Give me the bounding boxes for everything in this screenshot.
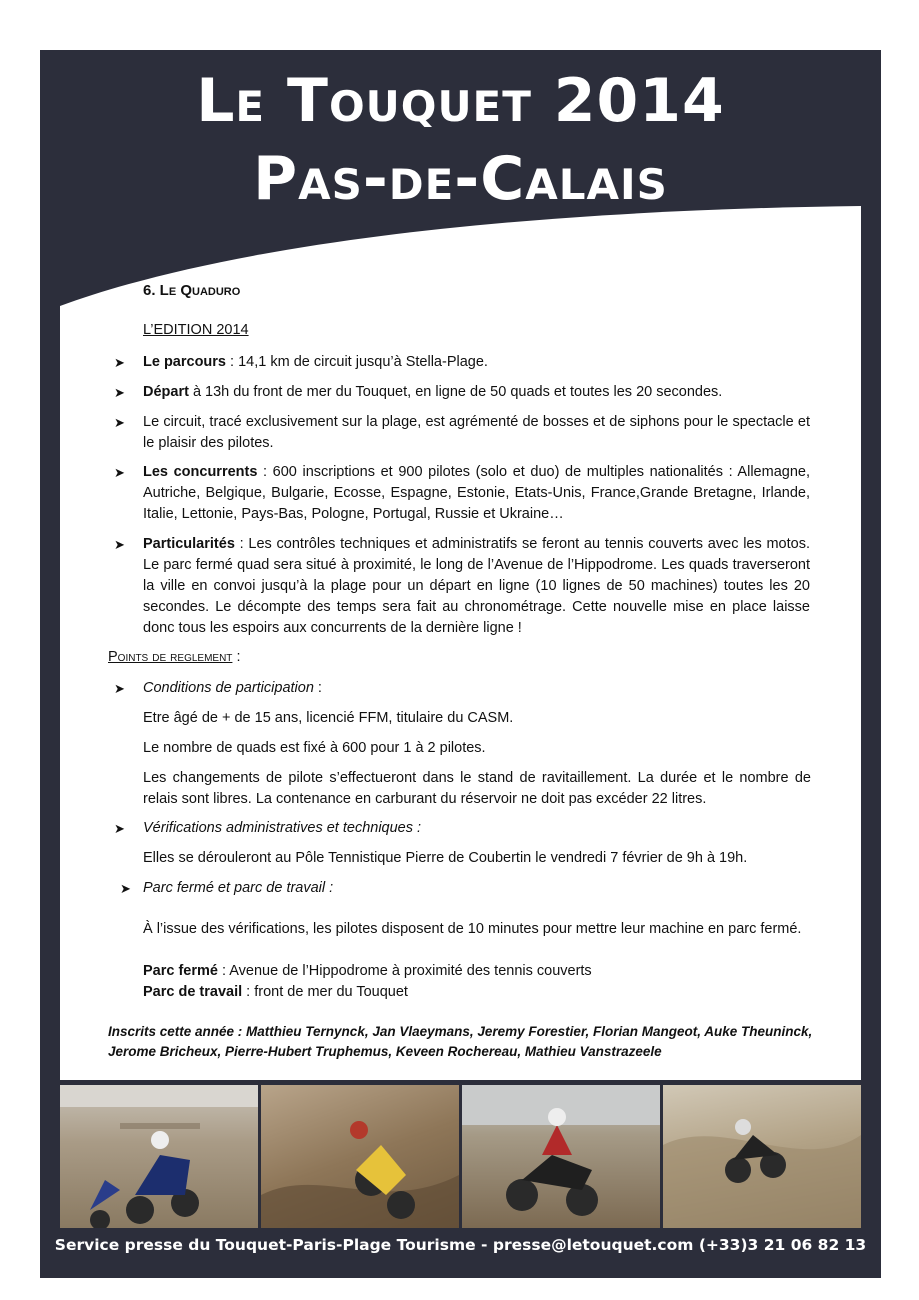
section-title: 6. Le Quaduro <box>143 282 241 299</box>
bullet-parcours: ➤ Le parcours : 14,1 km de circuit jusqu’à Stella-Plage. <box>108 352 810 373</box>
bullet-particularites: ➤ Particularités : Les contrôles techniques et administratifs se feront au tennis couverts avec les motos. Le parc fermé quad sera situé à proximité, le long de l’Avenue de l’Hippodrome. Les quads traverseront la ville en convoi jusqu’à la plage pour un départ en ligne (10 lignes de 50 machines) toutes les 20 secondes. Le décompte des temps sera fait au chronométrage. Cette nouvelle mise en place laisse donc tous les espoirs aux concurrents de la dernière ligne ! <box>114 536 810 636</box>
condition-quads: Le nombre de quads est fixé à 600 pour 1 à 2 pilotes. <box>143 740 486 756</box>
photo-quad-rider <box>462 1085 660 1228</box>
condition-age: Etre âgé de + de 15 ans, licencié FFM, titulaire du CASM. <box>143 710 514 726</box>
reglement-heading: Points de reglement : <box>108 649 241 665</box>
arrow-bullet-icon: ➤ <box>120 881 131 896</box>
verifications-text: Elles se dérouleront au Pôle Tennistique Pierre de Coubertin le vendredi 7 février de 9h à 19h. <box>143 850 748 866</box>
footer-contact: Service presse du Touquet-Paris-Plage Tourisme - presse@letouquet.com (+33)3 21 06 82 13 <box>54 1236 867 1254</box>
parc-ferme-line: Parc fermé : Avenue de l’Hippodrome à proximité des tennis couverts <box>143 963 592 979</box>
bullet-parc: ➤ Parc fermé et parc de travail : <box>114 878 816 899</box>
parc-travail-line: Parc de travail : front de mer du Touquet <box>143 984 408 1000</box>
condition-pilotes: Les changements de pilote s’effectueront dans le stand de ravitaillement. La durée et le nombre de relais sont libres. La contenance en carburant du réservoir ne doit pas excéder 22 litres. <box>143 770 811 807</box>
photo-rider-berm <box>261 1085 459 1228</box>
header-title <box>40 62 881 218</box>
photo-strip <box>60 1085 861 1228</box>
parc-text: À l’issue des vérifications, les pilotes disposent de 10 minutes pour mettre leur machine en parc fermé. <box>143 921 802 937</box>
bullet-concurrents: ➤ Les concurrents : 600 inscriptions et 900 pilotes (solo et duo) de multiples nationalités : Allemagne, Autriche, Belgique, Bulgarie, Ecosse, Espagne, Estonie, Etats-Unis, France,Grande Bretagne, Irlande, Italie, Lettonie, Pays-Bas, Pologne, Portugal, Russie et Ukraine… <box>114 464 810 522</box>
inscrits-list: Inscrits cette année : Matthieu Ternynck, Jan Vlaeymans, Jeremy Forestier, Florian Mangeot, Auke Theuninck, Jerome Bricheux, Pierre-Hubert Truphemus, Keveen Rochereau, Mathieu Vanstrazeele <box>108 1024 813 1059</box>
arrow-bullet-icon: ➤ <box>114 385 125 400</box>
arrow-bullet-icon: ➤ <box>114 821 125 836</box>
bullet-conditions: ➤ Conditions de participation : <box>108 678 810 699</box>
bullet-verifications: ➤ Vérifications administratives et techniques : <box>108 818 810 839</box>
arrow-bullet-icon: ➤ <box>114 355 125 370</box>
photo-rider-dunes <box>663 1085 861 1228</box>
bullet-depart: ➤ Départ à 13h du front de mer du Touquet, en ligne de 50 quads et toutes les 20 secondes. <box>108 382 810 403</box>
arrow-bullet-icon: ➤ <box>114 537 125 552</box>
arrow-bullet-icon: ➤ <box>114 465 125 480</box>
header-line-1: Le Touquet 2014 <box>196 66 725 136</box>
header-line-2: Pas-de-Calais <box>253 144 668 214</box>
arrow-bullet-icon: ➤ <box>114 415 125 430</box>
arrow-bullet-icon: ➤ <box>114 681 125 696</box>
bullet-circuit: ➤ Le circuit, tracé exclusivement sur la plage, est agrémenté de bosses et de siphons pour le spectacle et le plaisir des pilotes. <box>114 414 810 451</box>
edition-heading: L’EDITION 2014 <box>143 322 249 338</box>
photo-motocross-riders <box>60 1085 258 1228</box>
